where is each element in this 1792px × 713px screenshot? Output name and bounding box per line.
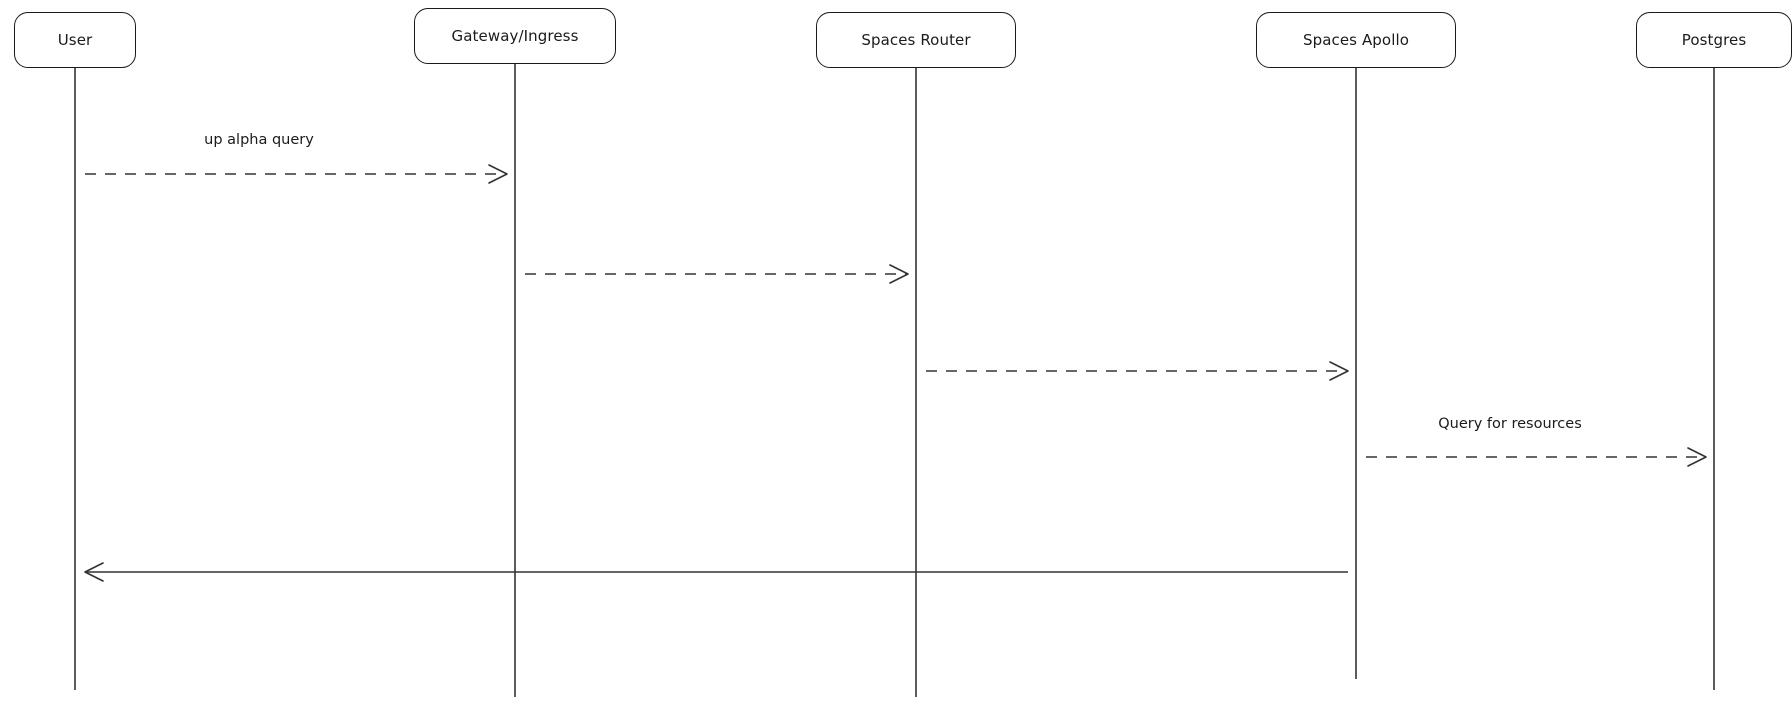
message-m1 <box>85 165 507 183</box>
participant-postgres[interactable] <box>1636 12 1792 68</box>
participant-apollo[interactable] <box>1256 12 1456 68</box>
participant-label-router: Spaces Router <box>861 31 971 49</box>
message-m3 <box>926 362 1348 380</box>
participant-label-gateway: Gateway/Ingress <box>451 27 579 45</box>
participant-label-user: User <box>57 31 93 49</box>
message-label-m1: up alpha query <box>204 132 314 148</box>
message-m4 <box>1366 448 1706 466</box>
participant-label-apollo: Spaces Apollo <box>1302 31 1410 49</box>
message-m2 <box>525 265 908 283</box>
message-m5 <box>85 563 1348 581</box>
participant-label-postgres: Postgres <box>1681 31 1747 49</box>
participant-gateway[interactable] <box>414 8 616 64</box>
participant-user[interactable] <box>14 12 136 68</box>
message-label-m4: Query for resources <box>1438 416 1582 432</box>
participant-router[interactable] <box>816 12 1016 68</box>
